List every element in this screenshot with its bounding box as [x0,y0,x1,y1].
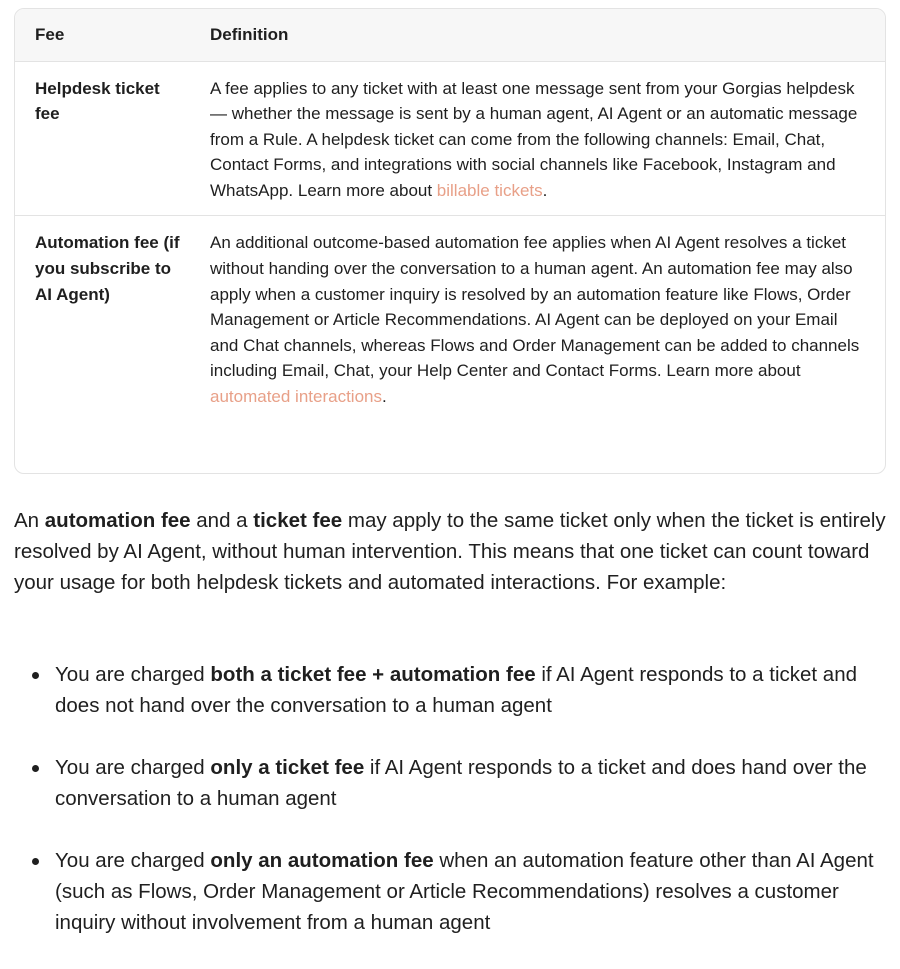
bullet-icon [32,672,39,679]
charge-examples-list [14,659,890,969]
bullet-icon [32,765,39,772]
table-row [15,216,885,422]
paragraph-text: An [14,509,45,532]
bullet-bold: only a ticket fee [210,756,365,779]
fee-definition-helpdesk [190,61,885,216]
bullet-bold: both a ticket fee + automation fee [210,663,536,686]
fee-table [14,8,886,474]
paragraph-text: and a [190,509,254,532]
bullet-icon [32,858,39,865]
fee-definitions-table [15,9,885,422]
bullet-text: You are charged [55,756,211,779]
definition-end: . [382,387,387,407]
paragraph-bold-ticket-fee: ticket fee [253,509,343,532]
bullet-text: You are charged [55,849,211,872]
table-header-row [15,9,885,61]
bullet-text: if AI Agent responds to a ticket and does not hand over the conversation to a human agent [55,663,857,717]
list-item [14,752,890,814]
paragraph-text: may apply to the same ticket only when the ticket is entirely resolved by AI Agent, without human intervention. This means that one ticket can count toward your usage for both helpdesk tickets and automated interactions. For example: [14,509,886,594]
bullet-bold: only an automation fee [210,849,434,872]
fee-definition-automation [190,216,885,422]
definition-text: An additional outcome-based automation fee applies when AI Agent resolves a ticket without handing over the conversation to a human agent. An automation fee may also apply when a customer inquiry is resolved by an automation feature like Flows, Order Management or Article Recommendations. AI Agent can be deployed on your Email and Chat channels, whereas Flows and Order Management can be added to channels including Email, Chat, your Help Center and Contact Forms. Learn more about [210,233,860,381]
list-item [14,845,890,938]
fee-name-helpdesk: Helpdesk ticket fee [15,61,190,216]
column-header-definition: Definition [190,9,885,61]
column-header-fee: Fee [15,9,190,61]
table-row [15,61,885,216]
definition-text: A fee applies to any ticket with at least one message sent from your Gorgias helpdesk — whether the message is sent by a human agent, AI Agent or an automatic message from a Rule. A helpdesk ticket can come from the following channels: Email, Chat, Contact Forms, and integrations with social channels like Facebook, Instagram and WhatsApp. Learn more about [210,78,858,200]
explanation-paragraph [14,505,890,598]
billable-tickets-link[interactable]: billable tickets [436,180,543,200]
bullet-text: if AI Agent responds to a ticket and does hand over the conversation to a human agent [55,756,867,810]
definition-end: . [542,180,548,200]
list-item [14,659,890,721]
automated-interactions-link[interactable]: automated interactions [210,387,382,407]
bullet-text: You are charged [55,663,211,686]
fee-name-automation: Automation fee (if you subscribe to AI Agent) [35,233,180,304]
bullet-text: when an automation feature other than AI Agent (such as Flows, Order Management or Article Recommendations) resolves a customer inquiry without involvement from a human agent [55,849,874,934]
paragraph-bold-automation-fee: automation fee [44,509,191,532]
